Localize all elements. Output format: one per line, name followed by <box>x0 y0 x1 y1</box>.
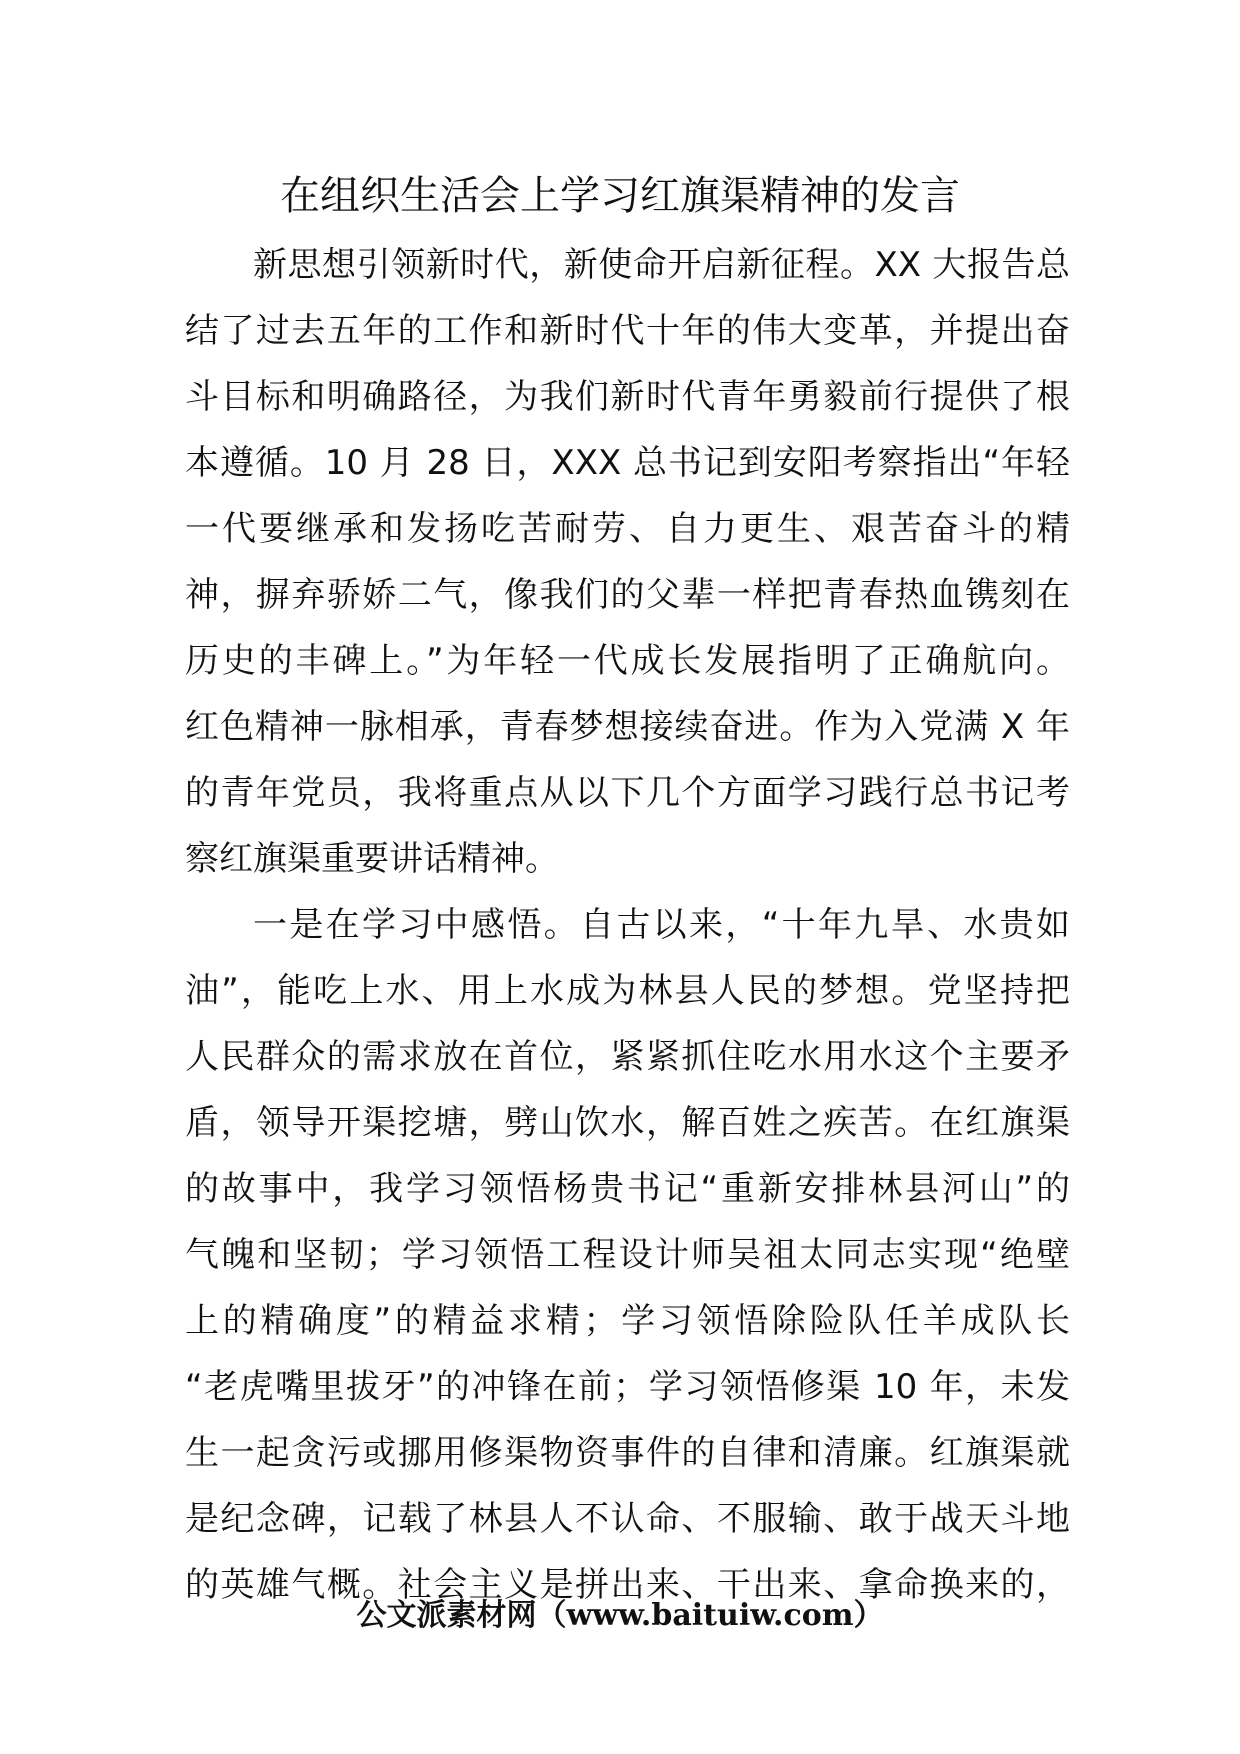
paragraph-line: 的故事中，我学习领悟杨贵书记“重新安排林县河山”的 <box>185 1169 1070 1209</box>
paragraph-line: 神，摒弃骄娇二气，像我们的父辈一样把青春热血镌刻在 <box>185 575 1070 615</box>
paragraph-line: 人民群众的需求放在首位，紧紧抓住吃水用水这个主要矛 <box>185 1037 1070 1077</box>
paragraph-line: 本遵循。10 月 28 日，XXX 总书记到安阳考察指出“年轻 <box>185 443 1070 483</box>
paragraph-line: 油”，能吃上水、用上水成为林县人民的梦想。党坚持把 <box>185 971 1070 1011</box>
paragraph-line: 斗目标和明确路径，为我们新时代青年勇毅前行提供了根 <box>185 377 1070 417</box>
footer-watermark: 公文派素材网（www.baituiw.com） <box>356 1598 884 1633</box>
paragraph-line: 红色精神一脉相承，青春梦想接续奋进。作为入党满 X 年 <box>185 707 1070 747</box>
paragraph-line: 的英雄气概。社会主义是拼出来、干出来、拿命换来的， <box>185 1565 1070 1605</box>
paragraph-line: 生一起贪污或挪用修渠物资事件的自律和清廉。红旗渠就 <box>185 1433 1070 1473</box>
paragraph-line: 结了过去五年的工作和新时代十年的伟大变革，并提出奋 <box>185 311 1070 351</box>
paragraph-line: 历史的丰碑上。”为年轻一代成长发展指明了正确航向。 <box>185 641 1070 681</box>
paragraph-line: 的青年党员，我将重点从以下几个方面学习践行总书记考 <box>185 773 1070 813</box>
paragraph-line: 盾，领导开渠挖塘，劈山饮水，解百姓之疾苦。在红旗渠 <box>185 1103 1070 1143</box>
paragraph-line: 一是在学习中感悟。自古以来，“十年九旱、水贵如 <box>253 905 1070 945</box>
paragraph-line: 一代要继承和发扬吃苦耐劳、自力更生、艰苦奋斗的精 <box>185 509 1070 549</box>
paragraph-2 <box>185 892 1070 1618</box>
document-body <box>185 232 1070 1618</box>
paragraph-1 <box>185 232 1070 892</box>
paragraph-line: “老虎嘴里拔牙”的冲锋在前；学习领悟修渠 10 年，未发 <box>185 1367 1070 1407</box>
paragraph-line: 新思想引领新时代，新使命开启新征程。XX 大报告总 <box>253 245 1070 285</box>
paragraph-line: 上的精确度”的精益求精；学习领悟除险队任羊成队长 <box>185 1301 1070 1341</box>
document-title: 在组织生活会上学习红旗渠精神的发言 <box>280 173 960 219</box>
paragraph-line: 察红旗渠重要讲话精神。 <box>185 839 559 879</box>
paragraph-line: 是纪念碑，记载了林县人不认命、不服输、敢于战天斗地 <box>185 1499 1070 1539</box>
paragraph-line: 气魄和坚韧；学习领悟工程设计师吴祖太同志实现“绝壁 <box>185 1235 1070 1275</box>
